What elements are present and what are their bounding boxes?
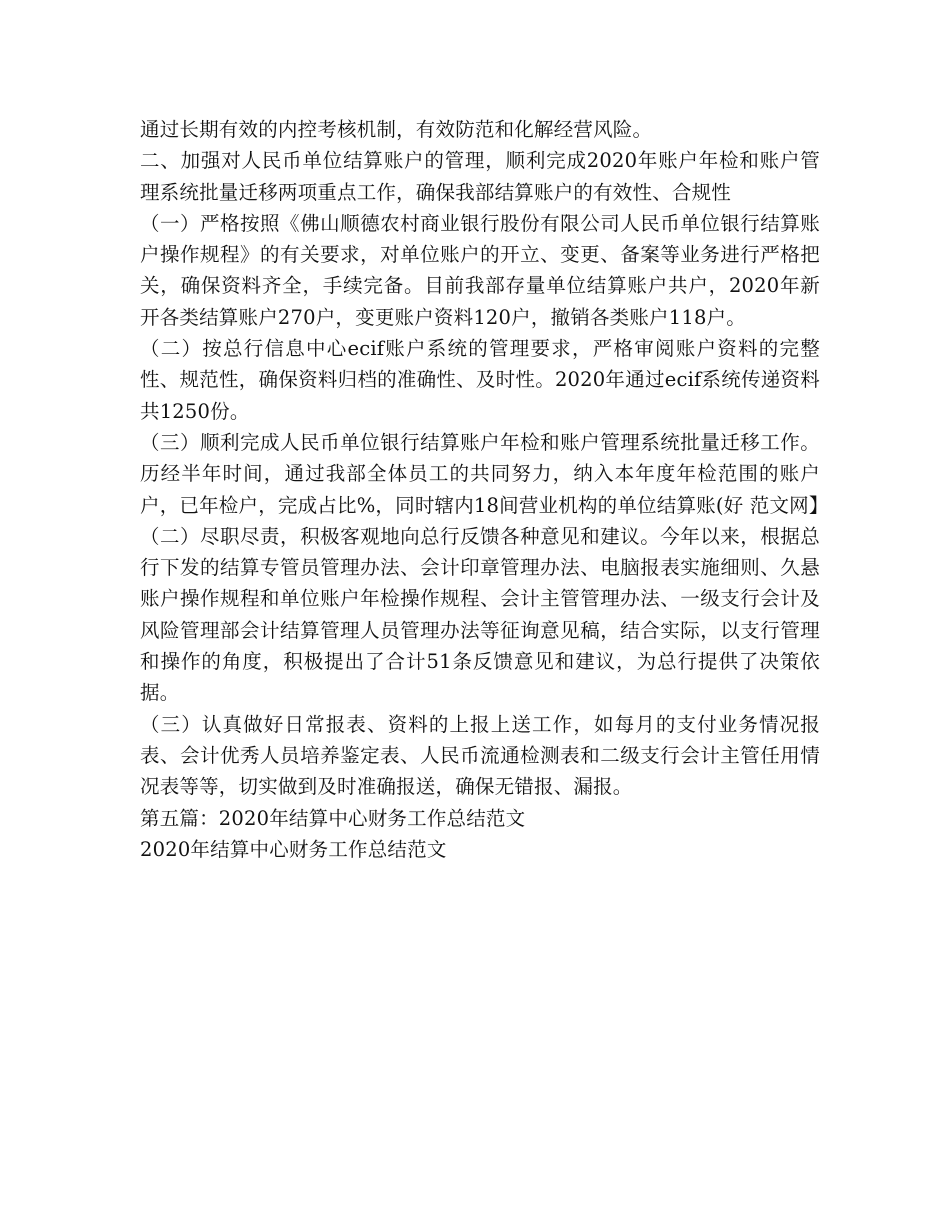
paragraph-feedback: （二）尽职尽责，积极客观地向总行反馈各种意见和建议。今年以来，根据总行下发的结算专管员管理办法、会计印章管理办法、电脑报表实施细则、久悬账户操作规程和单位账户年检操作规程、会计主管管理办法、一级支行会计及风险管理部会计结算管理人员管理办法等征询意见稿，结合实际，以支行管理和操作的角度，积极提出了合计51条反馈意见和建议，为总行提供了决策依据。 bbox=[140, 524, 820, 705]
section-heading-account-management: 二、加强对人民币单位结算账户的管理，顺利完成2020年账户年检和账户管理系统批量迁移两项重点工作，确保我部结算账户的有效性、合规性 bbox=[140, 149, 820, 204]
paragraph-account-rules: （一）严格按照《佛山顺德农村商业银行股份有限公司人民币单位银行结算账户操作规程》的有关要求，对单位账户的开立、变更、备案等业务进行严格把关，确保资料齐全，手续完备。目前我部存量单位结算账户共户，2020年新开各类结算账户270户，变更账户资料120户，撤销各类账户118户。 bbox=[140, 211, 820, 329]
document-body bbox=[140, 114, 829, 865]
paragraph-annual-inspection: （三）顺利完成人民币单位银行结算账户年检和账户管理系统批量迁移工作。历经半年时间，通过我部全体员工的共同努力，纳入本年度年检范围的账户户，已年检户，完成占比%，同时辖内18间营业机构的单位结算账(好 范文网】 bbox=[140, 430, 829, 517]
paragraph-ecif-system: （二）按总行信息中心ecif账户系统的管理要求，严格审阅账户资料的完整性、规范性，确保资料归档的准确性、及时性。2020年通过ecif系统传递资料共1250份。 bbox=[140, 337, 820, 423]
article-title: 2020年结算中心财务工作总结范文 bbox=[140, 837, 447, 861]
paragraph-risk-control: 通过长期有效的内控考核机制，有效防范和化解经营风险。 bbox=[140, 118, 653, 141]
article-heading-fifth: 第五篇：2020年结算中心财务工作总结范文 bbox=[140, 806, 526, 830]
paragraph-reporting: （三）认真做好日常报表、资料的上报上送工作，如每月的支付业务情况报表、会计优秀人员培养鉴定表、人民币流通检测表和二级支行会计主管任用情况表等等，切实做到及时准确报送，确保无错报、漏报。 bbox=[140, 712, 820, 799]
